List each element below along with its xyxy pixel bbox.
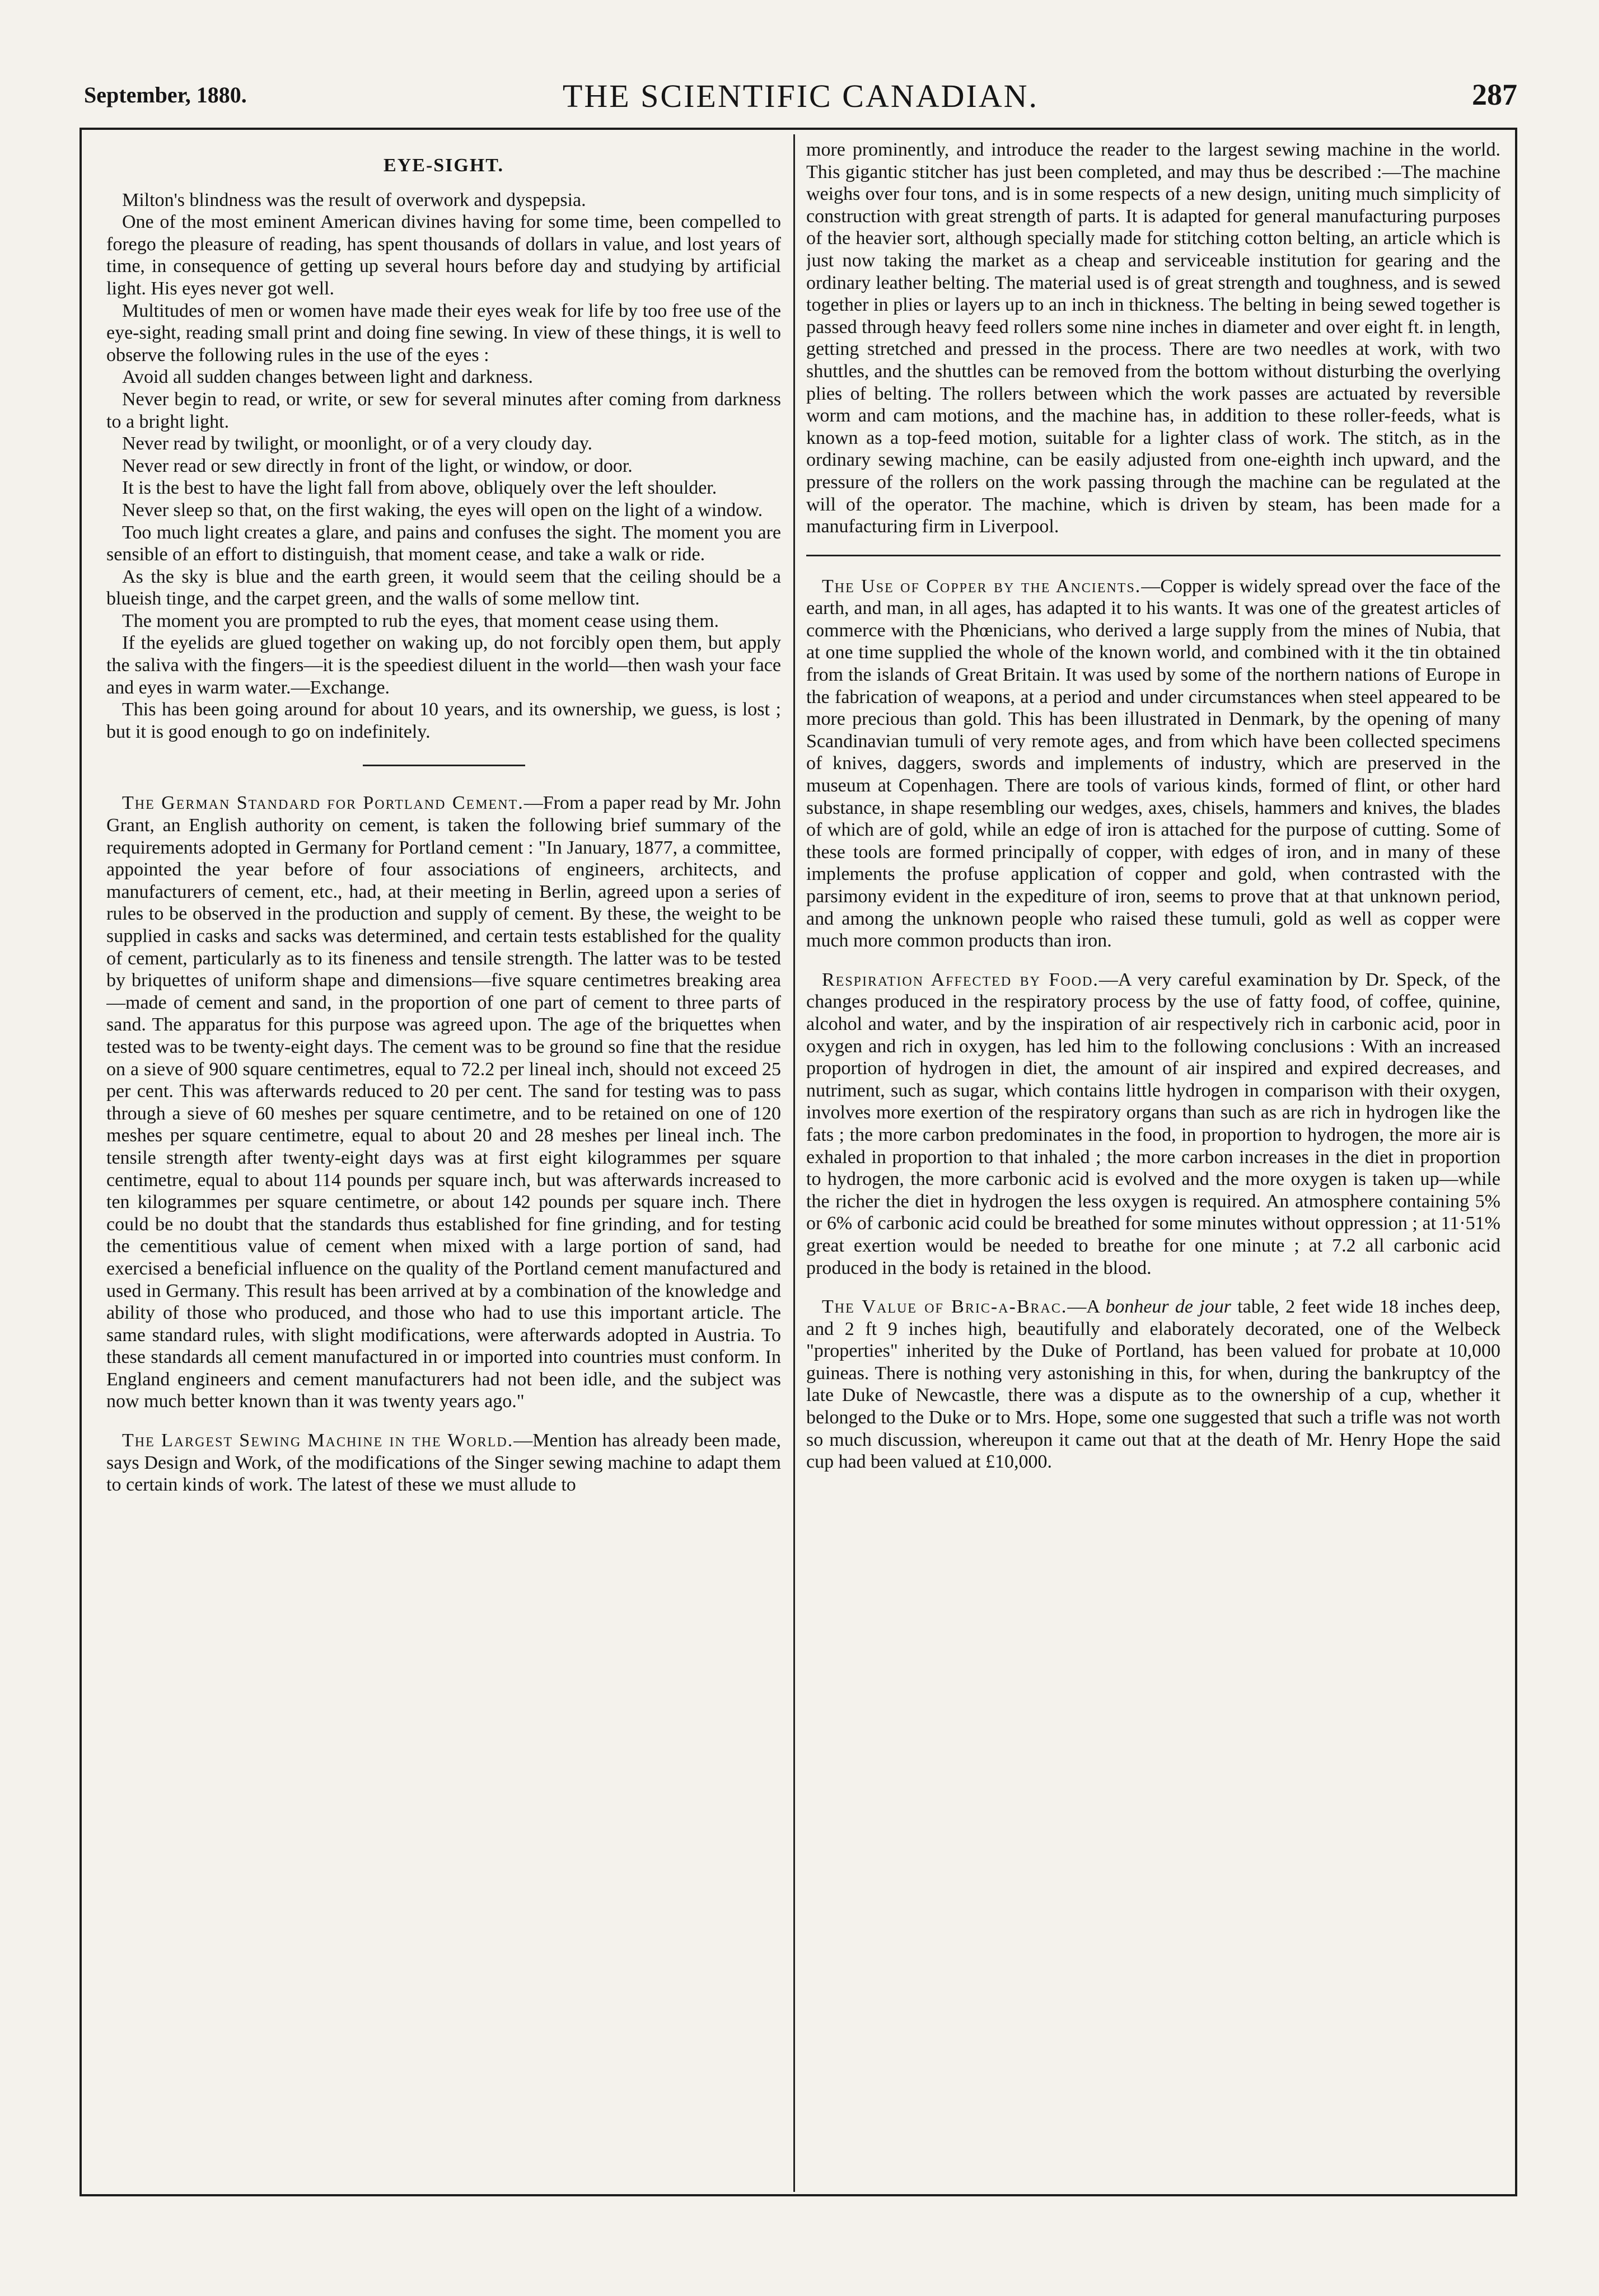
bric-a-brac-italic-term: bonheur de jour xyxy=(1105,1296,1231,1318)
bric-a-brac-body-start: —A xyxy=(1067,1296,1106,1318)
sewing-article-start xyxy=(106,1430,781,1496)
eyesight-paragraph: Milton's blindness was the result of overwork and dyspepsia. xyxy=(122,189,586,210)
eyesight-paragraph: The moment you are prompted to rub the eyes, that moment cease using them. xyxy=(122,610,719,631)
eyesight-article xyxy=(106,189,781,743)
eyesight-paragraph: Never sleep so that, on the first waking, the eyes will open on the light of a window. xyxy=(122,499,763,521)
eyesight-paragraph: Avoid all sudden changes between light and darkness. xyxy=(122,367,533,388)
eyesight-paragraph: If the eyelids are glued together on waking up, do not forcibly open them, but apply the saliva with the fingers—it is the speediest diluent in the world—then wash your face and eyes in warm water.—Exchange. xyxy=(106,632,781,698)
publication-title: THE SCIENTIFIC CANADIAN. xyxy=(562,78,1039,114)
sewing-article-body-left: —Mention has already been made, says Design and Work, of the modifications of the Singer sewing machine to adapt them to certain kinds of work. The latest of these we must allude to xyxy=(106,1430,781,1496)
cement-article-body: —From a paper read by Mr. John Grant, an English authority on cement, is taken the following brief summary of the requirements adopted in Germany for Portland cement : "In January, 1877, a committee, appointed the year before of four associations of engineers, architects, and manufacturers of cement, etc., had, at their meeting in Berlin, agreed upon a series of rules to be observed in the production and supply of cement. By these, the weight to be supplied in casks and sacks was determined, and certain tests established for the quality of cement, particularly as to its fineness and tensile strength. The latter was to be tested by briquettes of uniform shape and dimensions—five square centimetres breaking area—made of cement and sand, in the proportion of one part of cement to three parts of sand. The apparatus for this purpose was agreed upon. The age of the briquettes when tested was to be twenty-eight days. The cement was to be ground so fine that the residue on a sieve of 900 square centimetres, equal to 72.2 per lineal inch, should not exceed 25 per cent. This was afterwards reduced to 20 per cent. The sand for testing was to pass through a sieve of 60 meshes per square centimetre, and to be retained on one of 120 meshes per square centimetre, equal to about 20 and 28 meshes per lineal inch. The tensile strength after twenty-eight days was at first eight kilogrammes per square centimetre, equal to about 114 pounds per square inch, but was afterwards increased to ten kilogrammes per square centimetre, or about 142 pounds per square inch. There could be no doubt that the standards thus established for fine grinding, and for testing the cementitious value of cement when mixed with a large portion of sand, had exercised a beneficial influence on the quality of the Portland cement manufactured and used in Germany. This result has been arrived at by a combination of the knowledge and ability of those who produced, and those who had to use this important article. The same standard rules, with slight modifications, were afterwards adopted in Austria. To these standards all cement manufactured in or imported into countries must conform. In England engineers and cement manufacturers had not been idle, and the subject was now much better known than it was twenty years ago." xyxy=(106,793,781,1412)
right-column xyxy=(806,139,1500,2187)
sewing-article-title: The Largest Sewing Machine in the World. xyxy=(122,1430,514,1451)
copper-article xyxy=(806,575,1500,952)
page-number: 287 xyxy=(1472,78,1517,111)
eyesight-paragraph: Too much light creates a glare, and pains and confuses the sight. The moment you are sensible of an effort to distinguish, that moment cease, and take a walk or ride. xyxy=(106,522,781,565)
respiration-article-title: Respiration Affected by Food. xyxy=(822,969,1099,990)
eyesight-paragraph: As the sky is blue and the earth green, it would seem that the ceiling should be a blueish tinge, and the carpet green, and the walls of some mellow tint. xyxy=(106,566,781,610)
eyesight-paragraph: This has been going around for about 10 years, and its ownership, we guess, is lost ; but it is good enough to go on indefinitely. xyxy=(106,699,781,742)
left-column xyxy=(106,139,781,2187)
eyesight-paragraph: Never begin to read, or write, or sew for several minutes after coming from darkness to a bright light. xyxy=(106,388,781,432)
eyesight-paragraph: Never read by twilight, or moonlight, or of a very cloudy day. xyxy=(122,433,593,454)
sewing-article-continued: more prominently, and introduce the reader to the largest sewing machine in the world. This gigantic stitcher has just been completed, and may thus be described :—The machine weighs over four tons, and is in some respects of a new design, uniting much simplicity of construction with great strength of parts. It is adapted for general manufacturing purposes of the heavier sort, although specially made for stitching cotton belting, an article which is just now taking the market as a cheap and serviceable institution for gearing and the ordinary leather belting. The material used is of great strength and toughness, and is sewed together in plies or layers up to an inch in thickness. The belting in being sewed together is passed through heavy feed rollers some nine inches in diameter and over eight ft. in length, getting stretched and pressed in the process. There are two needles at work, with two shuttles, and the shuttles can be removed from the bottom without disturbing the overlying plies of belting. The rollers between which the work passes are actuated by reversible worm and cam motions, and the machine has, in addition to these roller-feeds, what is known as a top-feed motion, suitable for a lighter class of work. The stitch, as in the ordinary sewing machine, can be easily adjusted from one-eighth inch upward, and the pressure of the rollers on the work passing through the machine can be regulated at the will of the operator. The machine, which is driven by steam, has been made for a manufacturing firm in Liverpool. xyxy=(806,139,1500,537)
eyesight-paragraph: It is the best to have the light fall from above, obliquely over the left shoulder. xyxy=(122,477,717,499)
eyesight-paragraph: One of the most eminent American divines having for some time, been compelled to forego the pleasure of reading, has spent thousands of dollars in value, and lost years of time, in consequence of getting up several hours before day and studying by artificial light. His eyes never got well. xyxy=(106,212,781,299)
eyesight-heading: EYE-SIGHT. xyxy=(384,155,504,176)
cement-article xyxy=(106,792,781,1413)
bric-a-brac-article-title: The Value of Bric-a-Brac. xyxy=(822,1296,1068,1318)
bric-a-brac-body-end: table, 2 feet wide 18 inches deep, and 2 ft 9 inches high, beautifully and elaborately decorated, one of the Welbeck "properties" inherited by the Duke of Portland, has been valued for probate at 10,000 guineas. There is nothing very astonishing in this, for when, during the bankruptcy of the late Duke of Newcastle, there was a dispute as to the ownership of a cup, whether it belonged to the Duke or to Mrs. Hope, some one suggested that such a trifle was not worth so much discussion, whereupon it came out that at the death of Mr. Henry Hope the said cup had been valued at £10,000. xyxy=(806,1296,1500,1473)
page-header xyxy=(84,77,1517,122)
cement-article-title: The German Standard for Portland Cement. xyxy=(122,793,524,814)
respiration-article xyxy=(806,969,1500,1279)
ornamental-rule xyxy=(106,753,781,775)
section-rule xyxy=(806,555,1500,556)
column-divider xyxy=(793,134,795,2192)
eyesight-paragraph: Multitudes of men or women have made their eyes weak for life by too free use of the eye-sight, reading small print and doing fine sewing. In view of these things, it is well to observe the following rules in the use of the eyes : xyxy=(106,300,781,366)
issue-date: September, 1880. xyxy=(84,82,247,107)
copper-article-body: —Copper is widely spread over the face of the earth, and man, in all ages, has adapted it to his wants. It was one of the greatest articles of commerce with the Phœnicians, who derived a large supply from the mines of Nubia, that at one time supplied the whole of the known world, and combined with it the tin obtained from the islands of Great Britain. It was used by some of the northern nations of Europe in the fabrication of weapons, at a period and under circumstances when steel appeared to be more precious than gold. This has been illustrated in Denmark, by the opening of many Scandinavian tumuli of very remote ages, and from which have been collected specimens of knives, daggers, swords and implements of industry, which are preserved in the museum at Copenhagen. There are tools of various kinds, formed of flint, or other hard substance, in shape resembling our wedges, axes, chisels, hammers and knives, the blades of which are of gold, while an edge of iron is attached for the purpose of cutting. Some of these tools are formed principally of copper, with edges of iron, and in many of these implements the profuse application of copper and gold, when contrasted with the parsimony evident in the expediture of iron, seems to prove that at that unknown period, and among the unknown people who raised these tumuli, gold as well as copper were much more common products than iron. xyxy=(806,575,1500,952)
eyesight-paragraph: Never read or sew directly in front of the light, or window, or door. xyxy=(122,455,633,476)
copper-article-title: The Use of Copper by the Ancients. xyxy=(822,575,1142,597)
bric-a-brac-article xyxy=(806,1296,1500,1473)
respiration-article-body: —A very careful examination by Dr. Speck, of the changes produced in the respiratory process by the use of fatty food, of coffee, quinine, alcohol and water, and by the inspiration of air respectively rich in carbonic acid, poor in oxygen and rich in oxygen, has led him to the following conclusions : With an increased proportion of hydrogen in diet, the amount of air inspired and expired decreases, and nutriment, such as sugar, which contains little hydrogen in comparison with their oxygen, involves more exertion of the respiratory organs than such as are rich in hydrogen like the fats ; the more carbon predominates in the food, in proportion to hydrogen, the more air is exhaled in proportion to that inhaled ; the more carbon increases in the diet in proportion to hydrogen, the more carbonic acid is evolved and the more oxygen is taken up—while the richer the diet in hydrogen the less oxygen is required. An atmosphere containing 5% or 6% of carbonic acid could be breathed for some minutes without oppression ; at 11·51% great exertion would be needed to breathe for one minute ; at 7.2 all carbonic acid produced in the body is retained in the blood. xyxy=(806,969,1500,1278)
